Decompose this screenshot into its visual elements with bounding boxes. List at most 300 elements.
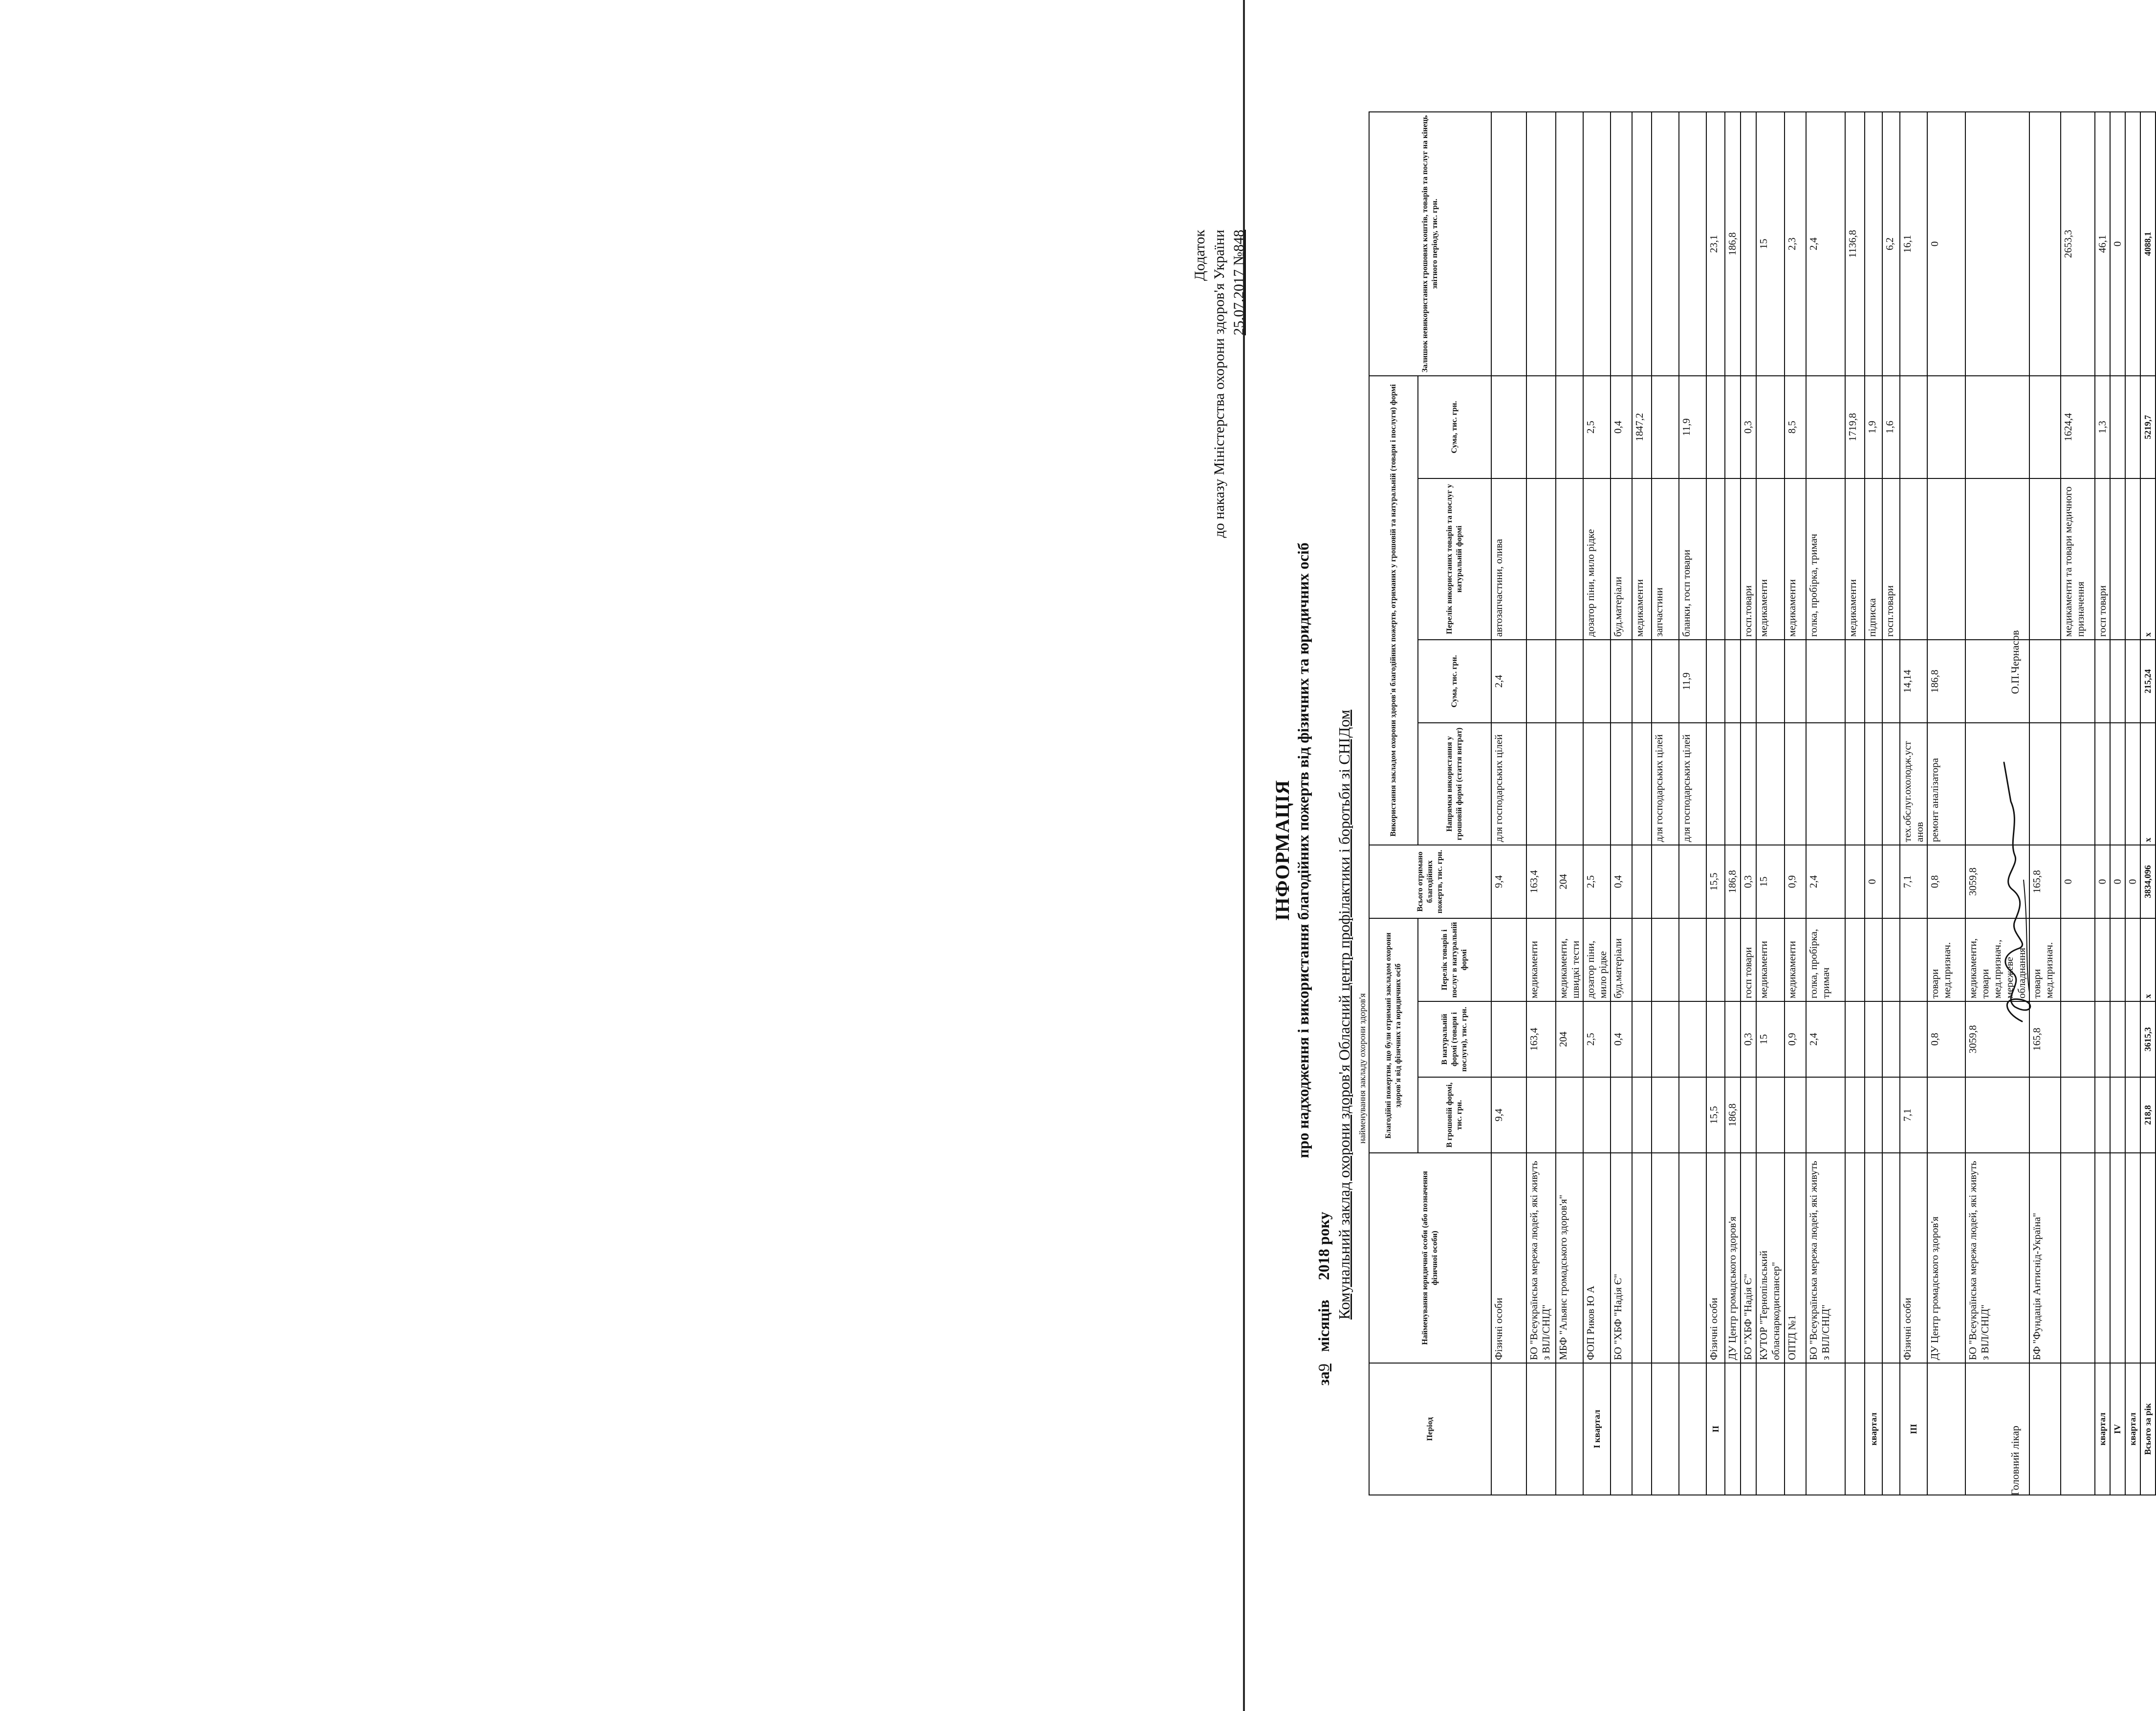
table-row	[1491, 112, 1526, 1495]
cell-kind-list: медикаменти	[1785, 918, 1806, 1001]
cell-donor	[1679, 1153, 1706, 1363]
cell-donor	[1632, 1153, 1652, 1363]
cell-total: 0	[1865, 845, 1882, 918]
cell-donor: БО "Всеукраїнська мережа людей, які живуть з ВІЛ/СНІД"	[1526, 1153, 1556, 1363]
cell-kind	[1632, 1001, 1652, 1077]
cell-used-kind-sum: 2,5	[1583, 376, 1611, 478]
table-row	[1756, 112, 1785, 1495]
cell-used-kind-list	[1556, 478, 1583, 640]
signature-block	[2000, 112, 2029, 1495]
cell-direction	[2095, 723, 2110, 845]
cell-used-kind-sum	[1652, 376, 1679, 478]
cell-cash	[2095, 1077, 2110, 1153]
cell-kind-list	[1882, 918, 1900, 1001]
table-row	[1556, 112, 1583, 1495]
appendix-line: Додаток	[1192, 230, 1208, 281]
cell-direction	[1526, 723, 1556, 845]
cell-remainder: 0	[2110, 112, 2125, 376]
cell-direction	[1556, 723, 1583, 845]
col-used-kind-sum: Сума, тис. грн.	[1418, 376, 1491, 478]
cell-used-kind-sum	[1756, 376, 1785, 478]
cell-kind: 15	[1756, 1001, 1785, 1077]
cell-period	[1652, 1363, 1679, 1495]
cell-donor: ФОП Риков Ю А	[1583, 1153, 1611, 1363]
cell-cash	[2029, 1077, 2061, 1153]
cell-kind	[2061, 1001, 2095, 1077]
cell-period: І квартал	[1583, 1363, 1611, 1495]
handwritten-signature	[2000, 753, 2034, 1026]
signer-name: О.П.Чернасов	[2009, 630, 2021, 694]
cell-direction	[1583, 723, 1611, 845]
cell-cash	[1845, 1077, 1865, 1153]
cell-used-kind-list	[1706, 478, 1725, 640]
cell-direction	[2110, 723, 2125, 845]
cell-kind-list	[1900, 918, 1927, 1001]
cell-period	[1632, 1363, 1652, 1495]
cell-kind: 0,9	[1785, 1001, 1806, 1077]
cell-used-cash	[1785, 640, 1806, 723]
cell-used-cash	[1882, 640, 1900, 723]
cell-direction	[1882, 723, 1900, 845]
cell-remainder: 4088,1	[2140, 112, 2156, 376]
cell-used-kind-sum	[2125, 376, 2140, 478]
cell-kind-list	[1491, 918, 1526, 1001]
cell-cash	[1556, 1077, 1583, 1153]
cell-period	[1882, 1363, 1900, 1495]
cell-direction	[1785, 723, 1806, 845]
cell-total	[1679, 845, 1706, 918]
table-row	[2110, 112, 2125, 1495]
cell-kind	[1845, 1001, 1865, 1077]
cell-period	[1491, 1363, 1526, 1495]
cell-remainder	[1679, 112, 1706, 376]
cell-kind	[1725, 1001, 1741, 1077]
col-used-group: Використання закладом охорони здоров'я благодійних пожертв, отриманих у грошовій та натуральній (товари і послуги) формі	[1369, 376, 1418, 845]
cell-total	[1845, 845, 1865, 918]
cell-kind	[1882, 1001, 1900, 1077]
cell-donor	[2125, 1153, 2140, 1363]
col-kind-list: Перелік товарів і послуг в натуральній формі	[1418, 918, 1491, 1001]
cell-used-cash	[1632, 640, 1652, 723]
cell-kind-list: товари мед.признач.	[1927, 918, 1965, 1001]
cell-cash	[2110, 1077, 2125, 1153]
cell-donor	[1865, 1153, 1882, 1363]
cell-direction	[1741, 723, 1756, 845]
cell-cash	[1679, 1077, 1706, 1153]
cell-direction	[1756, 723, 1785, 845]
cell-remainder: 2,4	[1806, 112, 1845, 376]
cell-period	[2029, 1363, 2061, 1495]
cell-used-kind-list	[2110, 478, 2125, 640]
cell-kind	[2110, 1001, 2125, 1077]
cell-period: квартал	[2095, 1363, 2110, 1495]
cell-cash	[1806, 1077, 1845, 1153]
cell-used-kind-list: буд.матеріали	[1611, 478, 1632, 640]
document-title: ІНФОРМАЦІЯ	[1271, 780, 1293, 921]
cell-used-kind-list: медикаменти	[1756, 478, 1785, 640]
cell-cash	[1526, 1077, 1556, 1153]
cell-total: 7,1	[1900, 845, 1927, 918]
cell-cash	[1652, 1077, 1679, 1153]
table-row	[1652, 112, 1679, 1495]
table-row	[1882, 112, 1900, 1495]
cell-total: 186,8	[1725, 845, 1741, 918]
cell-cash	[1741, 1077, 1756, 1153]
cell-used-cash	[1741, 640, 1756, 723]
cell-kind-list	[1865, 918, 1882, 1001]
cell-period: Всього за рік	[2140, 1363, 2156, 1495]
cell-used-cash	[2125, 640, 2140, 723]
col-remainder: Залишок невикористаних грошових коштів, товарів та послуг на кінець звітного періоду, тис. грн.	[1369, 112, 1491, 376]
table-row	[1725, 112, 1741, 1495]
cell-total: 0,4	[1611, 845, 1632, 918]
cell-used-cash	[1583, 640, 1611, 723]
cell-used-kind-sum	[1725, 376, 1741, 478]
cell-used-kind-list: бланки, госп товари	[1679, 478, 1706, 640]
cell-kind	[1706, 1001, 1725, 1077]
cell-used-cash	[2110, 640, 2125, 723]
period-prefix: за	[1315, 1371, 1332, 1386]
cell-direction	[1845, 723, 1865, 845]
cell-donor: ОПТД №1	[1785, 1153, 1806, 1363]
cell-used-kind-sum: 8,5	[1785, 376, 1806, 478]
cell-used-kind-list: автозапчастини, олива	[1491, 478, 1526, 640]
cell-donor	[2140, 1153, 2156, 1363]
cell-kind: 2,5	[1583, 1001, 1611, 1077]
cell-used-kind-sum	[2029, 376, 2061, 478]
table-row	[1583, 112, 1611, 1495]
cell-used-kind-sum: 1,9	[1865, 376, 1882, 478]
cell-period	[1611, 1363, 1632, 1495]
cell-used-kind-sum: 1,3	[2095, 376, 2110, 478]
institution-name: Комунальний заклад охорони здоров'я Обласний центр профілактики і боротьби зі СНІДом	[1335, 710, 1353, 1320]
cell-cash	[1865, 1077, 1882, 1153]
cell-remainder: 2653,3	[2061, 112, 2095, 376]
cell-used-kind-sum: 1,6	[1882, 376, 1900, 478]
institution-note: найменування закладу охорони здоров'я	[1357, 993, 1367, 1144]
cell-used-kind-sum: 0,4	[1611, 376, 1632, 478]
cell-kind	[1865, 1001, 1882, 1077]
cell-remainder: 46,1	[2095, 112, 2110, 376]
col-received-group: Благодійні пожертви, що були отримані закладом охорони здоров'я від фізичних та юридичних осіб	[1369, 918, 1418, 1153]
table-row	[2061, 112, 2095, 1495]
cell-kind-list: x	[2140, 918, 2156, 1001]
cell-used-kind-list	[2125, 478, 2140, 640]
table-row	[1741, 112, 1756, 1495]
cell-period	[1741, 1363, 1756, 1495]
cell-period	[1556, 1363, 1583, 1495]
cell-kind-list	[2125, 918, 2140, 1001]
cell-period: квартал	[2125, 1363, 2140, 1495]
appendix-order: до наказу Міністерства охорони здоров'я України	[1211, 230, 1227, 538]
col-cash: В грошовій формі, тис. грн.	[1418, 1077, 1491, 1153]
cell-direction	[1725, 723, 1741, 845]
cell-cash	[2125, 1077, 2140, 1153]
cell-donor: БО "Всеукраїнська мережа людей, які живуть з ВІЛ/СНІД"	[1965, 1153, 2029, 1363]
cell-kind-list	[1706, 918, 1725, 1001]
cell-total: 204	[1556, 845, 1583, 918]
cell-donor: БО "Всеукраїнська мережа людей, які живуть з ВІЛ/СНІД"	[1806, 1153, 1845, 1363]
cell-kind: 3059,8	[1965, 1001, 2029, 1077]
col-donor: Найменування юридичної особи (або позначення фізичної особи)	[1369, 1153, 1491, 1363]
table-row	[1706, 112, 1725, 1495]
cell-direction: тех.обслуг.охолодж.уст анов	[1900, 723, 1927, 845]
cell-kind: 3615,3	[2140, 1001, 2156, 1077]
cell-donor: БФ "Фундація Антиснід-Україна"	[2029, 1153, 2061, 1363]
cell-used-kind-sum	[1806, 376, 1845, 478]
cell-used-kind-sum: 1847,2	[1632, 376, 1652, 478]
cell-period	[1806, 1363, 1845, 1495]
cell-period	[1725, 1363, 1741, 1495]
table-body	[1491, 112, 2156, 1495]
cell-donor	[2095, 1153, 2110, 1363]
cell-used-kind-sum: 1624,4	[2061, 376, 2095, 478]
cell-donor	[1652, 1153, 1679, 1363]
cell-remainder	[1632, 112, 1652, 376]
cell-used-kind-list: x	[2140, 478, 2156, 640]
table-row	[2125, 112, 2140, 1495]
cell-kind-list	[1679, 918, 1706, 1001]
cell-used-kind-list: госп.товари	[1882, 478, 1900, 640]
cell-kind	[1679, 1001, 1706, 1077]
period-months-label: місяців	[1315, 1299, 1332, 1352]
cell-used-cash	[1806, 640, 1845, 723]
cell-used-kind-sum: 11,9	[1679, 376, 1706, 478]
cell-kind-list	[2110, 918, 2125, 1001]
cell-total: 3834,096	[2140, 845, 2156, 918]
cell-donor: МБФ "Альянс громадського здоров'я"	[1556, 1153, 1583, 1363]
table-row	[1632, 112, 1652, 1495]
cell-direction: для господарських цілей	[1679, 723, 1706, 845]
appendix-block	[1190, 230, 1249, 1608]
table-row	[1900, 112, 1927, 1495]
cell-kind-list	[2095, 918, 2110, 1001]
cell-used-kind-list: запчастини	[1652, 478, 1679, 640]
cell-donor: КУТОР "Тернопільський обласнаркодиспансер"	[1756, 1153, 1785, 1363]
cell-direction: для господарських цілей	[1491, 723, 1526, 845]
table-total-row	[2140, 112, 2156, 1495]
cell-remainder: 23,1	[1706, 112, 1725, 376]
cell-used-kind-list: дозатор піни, мило рідке	[1583, 478, 1611, 640]
cell-used-cash: 2,4	[1491, 640, 1526, 723]
cell-remainder: 6,2	[1882, 112, 1900, 376]
cell-remainder	[2125, 112, 2140, 376]
cell-cash	[1882, 1077, 1900, 1153]
cell-used-cash	[2061, 640, 2095, 723]
cell-direction	[1611, 723, 1632, 845]
cell-used-kind-list: госп.товари	[1741, 478, 1756, 640]
cell-kind-list: медикаменти, товари мед.признач., мережеве обладнання	[1965, 918, 2029, 1001]
cell-total: 15	[1756, 845, 1785, 918]
cell-total	[1652, 845, 1679, 918]
cell-total: 0	[2095, 845, 2110, 918]
cell-donor: ДУ Центр громадського здоров'я	[1725, 1153, 1741, 1363]
cell-kind-list: товари мед.признач.	[2029, 918, 2061, 1001]
cell-kind-list	[1632, 918, 1652, 1001]
cell-kind-list: медикаменти	[1756, 918, 1785, 1001]
table-row	[1611, 112, 1632, 1495]
cell-direction	[2125, 723, 2140, 845]
col-total-received: Всього отримано благодійних пожертв, тис. грн.	[1369, 845, 1491, 918]
table-row	[1927, 112, 1965, 1495]
cell-kind-list: медикаменти, швидкі тести	[1556, 918, 1583, 1001]
period-months: 9	[1315, 1364, 1332, 1372]
cell-period	[1927, 1363, 1965, 1495]
cell-used-cash	[1611, 640, 1632, 723]
cell-donor	[2061, 1153, 2095, 1363]
cell-used-cash	[1652, 640, 1679, 723]
cell-period: IV	[2110, 1363, 2125, 1495]
cell-used-kind-list	[1900, 478, 1927, 640]
cell-total: 163,4	[1526, 845, 1556, 918]
appendix-order-date: 25.07.2017 №848	[1231, 230, 1247, 336]
cell-kind: 163,4	[1526, 1001, 1556, 1077]
cell-used-cash: 186,8	[1927, 640, 1965, 723]
cell-donor	[1882, 1153, 1900, 1363]
cell-used-kind-list: госп товари	[2095, 478, 2110, 640]
col-used-kind-list: Перелік використаних товарів та послуг у натуральній формі	[1418, 478, 1491, 640]
cell-donor: БО "ХБФ "Надія Є"	[1741, 1153, 1756, 1363]
cell-total	[1632, 845, 1652, 918]
cell-used-kind-sum	[1927, 376, 1965, 478]
cell-total: 0,8	[1927, 845, 1965, 918]
cell-used-cash	[1725, 640, 1741, 723]
cell-total: 9,4	[1491, 845, 1526, 918]
cell-remainder: 186,8	[1725, 112, 1741, 376]
cell-cash: 7,1	[1900, 1077, 1927, 1153]
cell-used-kind-list	[1526, 478, 1556, 640]
cell-used-kind-list	[1927, 478, 1965, 640]
cell-remainder	[1526, 112, 1556, 376]
cell-total: 0,9	[1785, 845, 1806, 918]
cell-kind-list: дозатор піни, мило рідке	[1583, 918, 1611, 1001]
cell-period	[1526, 1363, 1556, 1495]
cell-total: 0	[2061, 845, 2095, 918]
cell-total: 3059,8	[1965, 845, 2029, 918]
cell-direction	[1632, 723, 1652, 845]
cell-direction: для господарських цілей	[1652, 723, 1679, 845]
table-row	[1845, 112, 1865, 1495]
cell-remainder	[1611, 112, 1632, 376]
table-row	[1806, 112, 1845, 1495]
cell-cash	[1583, 1077, 1611, 1153]
cell-kind-list	[1845, 918, 1865, 1001]
cell-remainder: 0	[1927, 112, 1965, 376]
cell-used-cash: 215,24	[2140, 640, 2156, 723]
cell-donor: ДУ Центр громадського здоров'я	[1927, 1153, 1965, 1363]
document-header	[1114, 93, 1373, 1608]
cell-direction	[1706, 723, 1725, 845]
cell-used-cash	[1526, 640, 1556, 723]
cell-cash	[1756, 1077, 1785, 1153]
cell-used-kind-list: медикаменти	[1632, 478, 1652, 640]
cell-direction	[1865, 723, 1882, 845]
cell-cash	[1785, 1077, 1806, 1153]
cell-cash: 9,4	[1491, 1077, 1526, 1153]
cell-donor	[2110, 1153, 2125, 1363]
cell-period	[1679, 1363, 1706, 1495]
cell-cash	[1927, 1077, 1965, 1153]
cell-direction	[2061, 723, 2095, 845]
signer-position: Головний лікар	[2009, 1426, 2021, 1495]
cell-remainder: 16,1	[1900, 112, 1927, 376]
cell-total: 0,3	[1741, 845, 1756, 918]
landscape-sheet	[1114, 93, 2153, 1608]
cell-kind	[1900, 1001, 1927, 1077]
report-period	[1315, 1212, 1333, 1386]
cell-kind-list	[1652, 918, 1679, 1001]
cell-remainder	[1865, 112, 1882, 376]
cell-kind-list: буд.матеріали	[1611, 918, 1632, 1001]
cell-used-cash	[1756, 640, 1785, 723]
cell-donor: БО "ХБФ "Надія Є"	[1611, 1153, 1632, 1363]
cell-period	[1756, 1363, 1785, 1495]
cell-used-kind-sum	[1706, 376, 1725, 478]
cell-used-cash	[1556, 640, 1583, 723]
col-direction: Напрямки використання у грошовій формі (стаття витрат)	[1418, 723, 1491, 845]
cell-kind-list: медикаменти	[1526, 918, 1556, 1001]
cell-kind	[1491, 1001, 1526, 1077]
cell-used-kind-list	[1725, 478, 1741, 640]
cell-remainder	[1741, 112, 1756, 376]
cell-donor: Фізичні особи	[1491, 1153, 1526, 1363]
cell-kind: 2,4	[1806, 1001, 1845, 1077]
cell-used-kind-list: медикаменти	[1785, 478, 1806, 640]
cell-cash	[1632, 1077, 1652, 1153]
cell-period	[1845, 1363, 1865, 1495]
cell-remainder	[1652, 112, 1679, 376]
cell-total	[1882, 845, 1900, 918]
cell-cash: 186,8	[1725, 1077, 1741, 1153]
cell-period: ІІ	[1706, 1363, 1725, 1495]
cell-kind: 0,4	[1611, 1001, 1632, 1077]
cell-period: ІІІ	[1900, 1363, 1927, 1495]
cell-used-kind-list	[2029, 478, 2061, 640]
cell-used-cash	[1845, 640, 1865, 723]
table-row	[1679, 112, 1706, 1495]
cell-kind: 0,3	[1741, 1001, 1756, 1077]
cell-used-cash: 11,9	[1679, 640, 1706, 723]
cell-donor: Фізичні особи	[1900, 1153, 1927, 1363]
cell-donor: Фізичні особи	[1706, 1153, 1725, 1363]
table-row	[1865, 112, 1882, 1495]
cell-kind	[2095, 1001, 2110, 1077]
cell-used-kind-list: підписка	[1865, 478, 1882, 640]
table-row	[2095, 112, 2110, 1495]
cell-kind-list: госп товари	[1741, 918, 1756, 1001]
cell-kind	[1652, 1001, 1679, 1077]
cell-used-kind-list: голка, пробірка, тримач	[1806, 478, 1845, 640]
document-subtitle: про надходження і використання благодійних пожертв від фізичних та юридичних осіб	[1294, 542, 1312, 1158]
cell-used-cash	[1706, 640, 1725, 723]
cell-kind	[2125, 1001, 2140, 1077]
cell-period	[2061, 1363, 2095, 1495]
col-used-cash-sum: Сума, тис. грн.	[1418, 640, 1491, 723]
cell-total: 2,4	[1806, 845, 1845, 918]
cell-total: 165,8	[2029, 845, 2061, 918]
cell-cash	[1611, 1077, 1632, 1153]
col-period: Період	[1369, 1363, 1491, 1495]
cell-used-kind-sum: 5219,7	[2140, 376, 2156, 478]
cell-kind-list: голка, пробірка, тримач	[1806, 918, 1845, 1001]
cell-used-kind-sum	[1491, 376, 1526, 478]
cell-used-kind-sum	[1526, 376, 1556, 478]
cell-remainder: 15	[1756, 112, 1785, 376]
cell-period: квартал	[1865, 1363, 1882, 1495]
table-row	[1785, 112, 1806, 1495]
cell-remainder	[1556, 112, 1583, 376]
cell-used-kind-sum	[1556, 376, 1583, 478]
